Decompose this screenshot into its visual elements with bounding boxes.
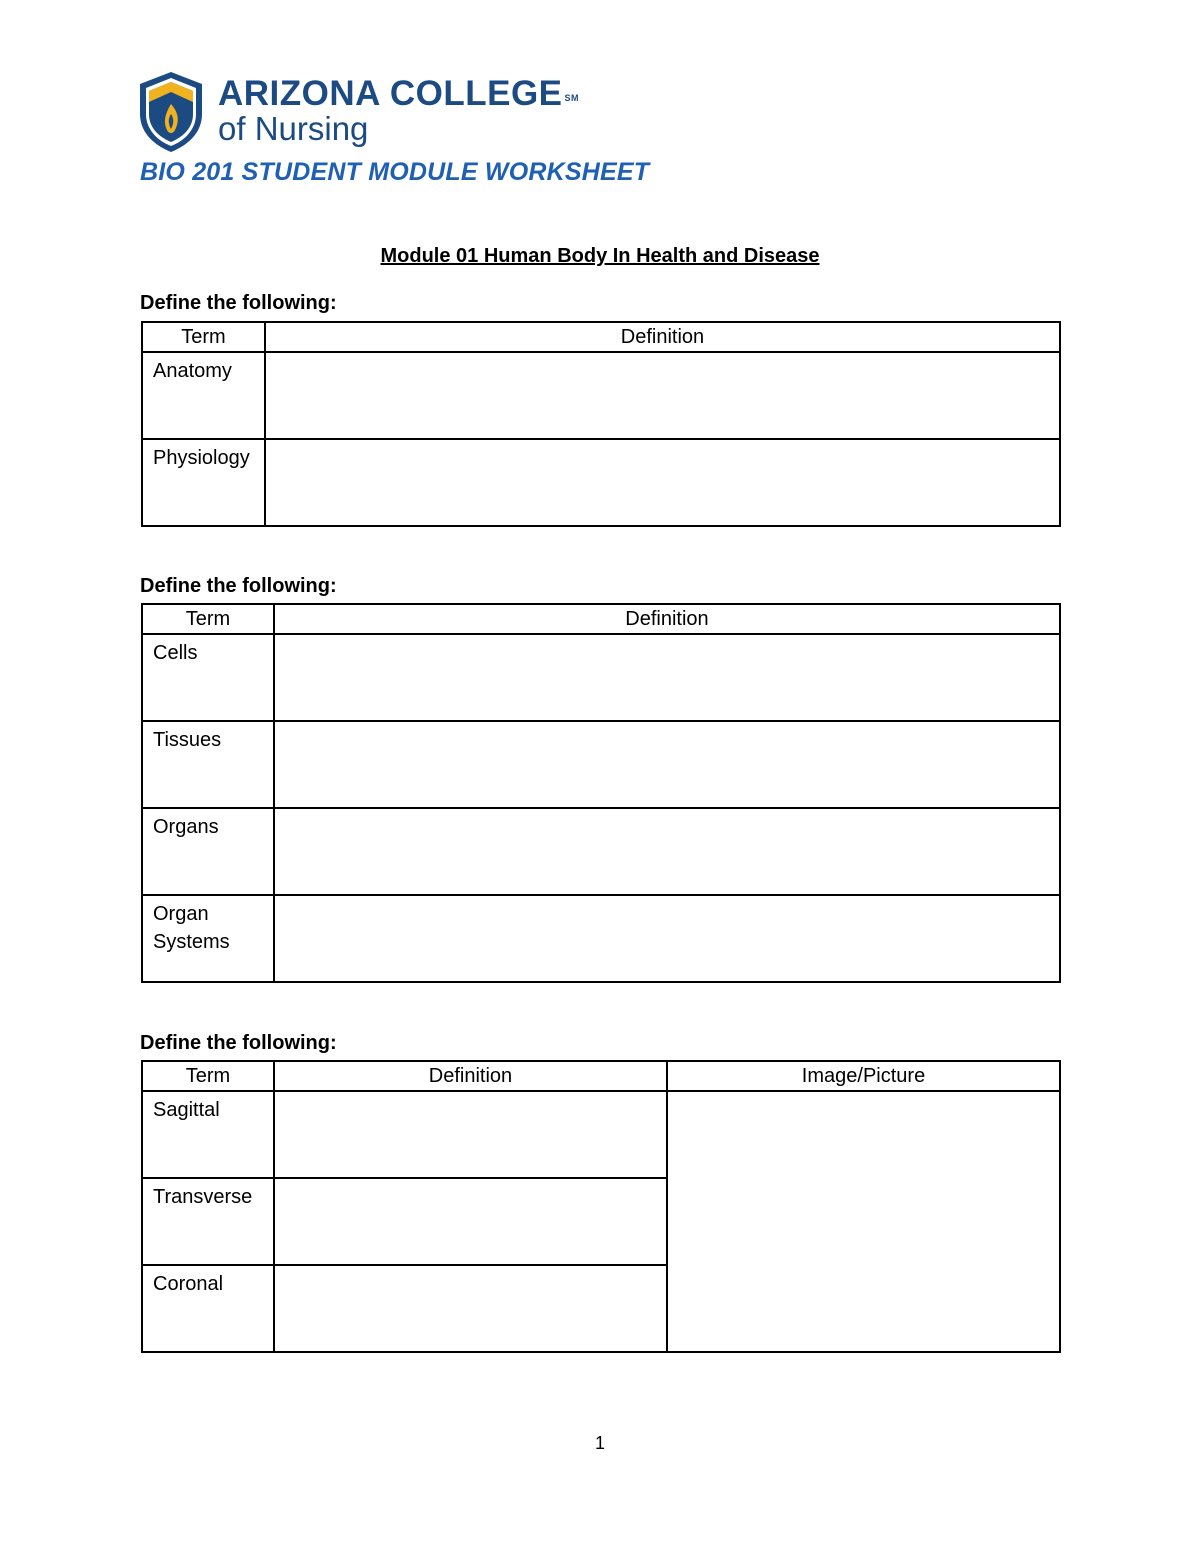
term-cell: Sagittal: [142, 1091, 274, 1178]
column-header-definition: Definition: [274, 1061, 667, 1091]
column-header-term: Term: [142, 604, 274, 634]
column-header-term: Term: [142, 1061, 274, 1091]
term-cell: Cells: [142, 634, 274, 721]
worksheet-title: BIO 201 STUDENT MODULE WORKSHEET: [140, 158, 650, 186]
term-cell: Organ Systems: [142, 895, 274, 982]
section-label: Define the following:: [140, 292, 337, 314]
definition-cell[interactable]: [274, 721, 1060, 808]
flame-shield-icon: [138, 70, 204, 154]
definition-cell[interactable]: [265, 439, 1060, 526]
logo-line-2: of Nursing: [218, 110, 369, 147]
definition-table-2: [141, 603, 1061, 983]
column-header-definition: Definition: [274, 604, 1060, 634]
term-cell: Transverse: [142, 1178, 274, 1265]
logo-line-1: ARIZONA COLLEGE ℠: [218, 74, 580, 113]
definition-cell[interactable]: [274, 1091, 667, 1178]
term-cell: Tissues: [142, 721, 274, 808]
term-cell: Anatomy: [142, 352, 265, 439]
term-cell: Physiology: [142, 439, 265, 526]
term-cell: Coronal: [142, 1265, 274, 1352]
column-header-definition: Definition: [265, 322, 1060, 352]
section-label: Define the following:: [140, 575, 337, 597]
definition-table-1: [141, 321, 1061, 527]
service-mark: SM: [564, 93, 580, 103]
definition-cell[interactable]: [274, 895, 1060, 982]
definition-cell[interactable]: [274, 634, 1060, 721]
definition-cell[interactable]: [274, 1178, 667, 1265]
definition-cell[interactable]: [265, 352, 1060, 439]
page-number: 1: [594, 1433, 605, 1453]
image-picture-cell[interactable]: [667, 1091, 1060, 1352]
definition-table-3: [141, 1060, 1061, 1353]
section-label: Define the following:: [140, 1032, 337, 1054]
module-title: Module 01 Human Body In Health and Disease: [380, 245, 820, 267]
column-header-term: Term: [142, 322, 265, 352]
definition-cell[interactable]: [274, 808, 1060, 895]
column-header-image: Image/Picture: [667, 1061, 1060, 1091]
term-cell: Organs: [142, 808, 274, 895]
definition-cell[interactable]: [274, 1265, 667, 1352]
